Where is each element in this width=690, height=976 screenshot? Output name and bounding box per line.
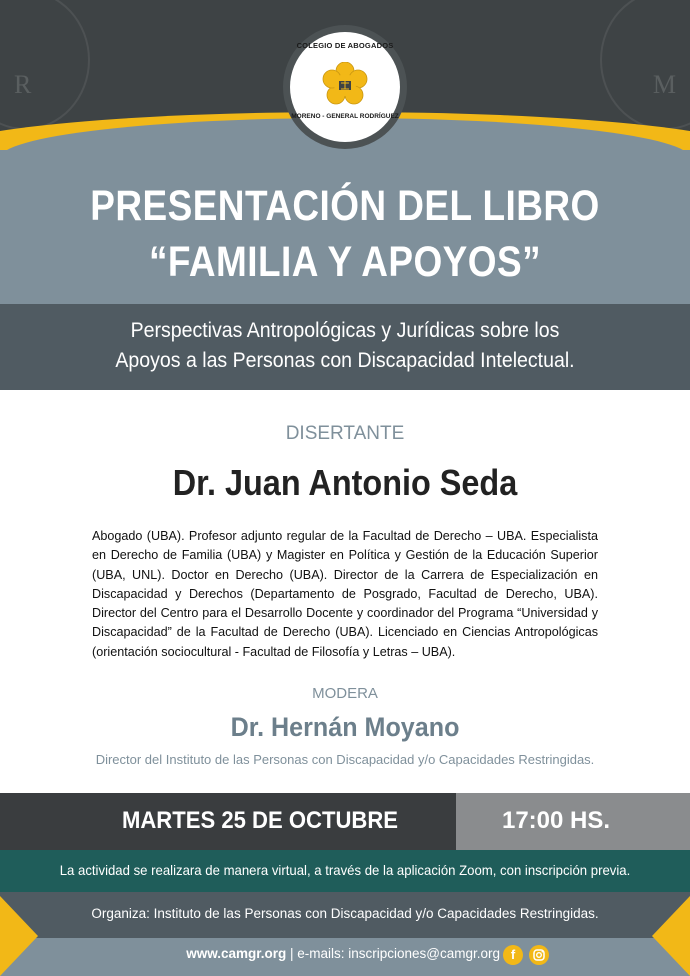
speaker-name: Dr. Juan Antonio Seda — [172, 462, 518, 503]
footer-separator: | e-mails: — [286, 946, 349, 961]
event-modality: La actividad se realizara de manera virtual, a través de la aplicación Zoom, con inscripción previa. — [59, 862, 631, 878]
subtitle — [24, 316, 666, 376]
event-time: 17:00 HS. — [501, 807, 611, 834]
decorative-seal-left — [0, 0, 90, 130]
subtitle-line-2: Apoyos a las Personas con Discapacidad Intelectual. — [115, 349, 575, 372]
moderator-label: MODERA — [312, 685, 378, 702]
speaker-label: DISERTANTE — [285, 423, 405, 444]
corner-triangle-left — [0, 896, 38, 976]
corner-triangle-right — [652, 896, 690, 976]
instagram-glyph — [529, 945, 549, 965]
logo-bottom-text: MORENO - GENERAL RODRÍGUEZ — [291, 113, 399, 120]
decorative-seal-right — [600, 0, 690, 130]
subtitle-line-1: Perspectivas Antropológicas y Jurídicas sobre los — [130, 319, 560, 342]
instagram-icon[interactable] — [529, 945, 549, 965]
speaker-bio: Abogado (UBA). Profesor adjunto regular de la Facultad de Derecho – UBA. Especialista en Derecho de Familia (UBA) y Magister en Política y Gestión de la Educación Superior (UBA, UNL). Doctor en Derecho (UBA). Director de la Carrera de Especialización en Discapacidad y Derechos (Departamento de Posgrado, Facultad de Derecho, UBA). Director del Centro para el Desarrollo Docente y coordinador del Programa “Universidad y Discapacidad” de la Facultad de Derecho (UBA). Licenciado en Ciencias Antropológicas (orientación sociocultural - Facultad de Filosofía y Letras – UBA). — [92, 529, 598, 659]
event-organizer: Organiza: Instituto de las Personas con Discapacidad y/o Capacidades Restringidas. — [91, 906, 599, 921]
title-line-2: “FAMILIA Y APOYOS” — [149, 238, 541, 286]
title-line-1: PRESENTACIÓN DEL LIBRO — [90, 182, 600, 230]
website-link[interactable]: www.camgr.org — [186, 946, 287, 961]
logo-top-text: COLEGIO DE ABOGADOS — [296, 41, 394, 50]
email-link[interactable]: inscripciones@camgr.org — [348, 946, 500, 961]
moderator-role: Director del Instituto de las Personas con Discapacidad y/o Capacidades Restringidas. — [95, 752, 595, 767]
event-date: MARTES 25 DE OCTUBRE — [121, 807, 399, 834]
decorative-letter-left: R — [14, 70, 32, 99]
logo-flower-emblem — [322, 62, 368, 108]
footer-contact — [120, 946, 500, 961]
page-title — [48, 178, 641, 290]
moderator-name: Dr. Hernán Moyano — [230, 712, 460, 742]
facebook-icon[interactable]: f — [503, 945, 523, 965]
decorative-letter-right: M — [652, 70, 676, 99]
